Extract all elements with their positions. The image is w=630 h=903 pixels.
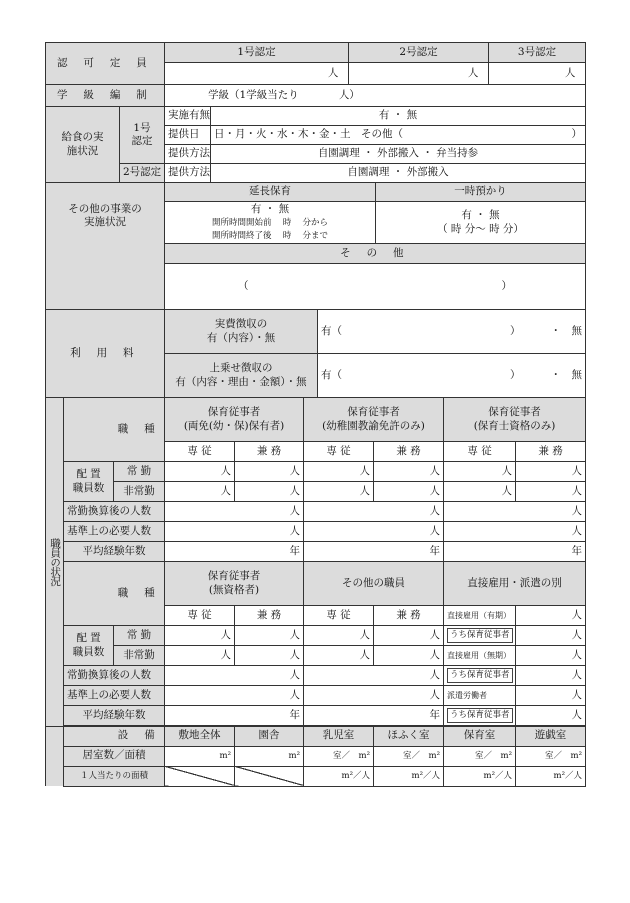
cell[interactable]: 人 (374, 482, 444, 502)
kenmu-b1: 兼 務 (235, 606, 304, 626)
kijun-b: 基準上の必要人数 (64, 686, 165, 706)
cell[interactable]: 人 (165, 626, 235, 646)
kansan-a: 常勤換算後の人数 (64, 502, 165, 522)
nintei3-value[interactable]: 人 (489, 63, 586, 85)
jisshi-value[interactable]: 有 ・ 無 (211, 107, 586, 126)
kenmu-a3: 兼 務 (516, 442, 586, 462)
senju-b1: 専 従 (165, 606, 235, 626)
hofuku-header: ほふく室 (374, 726, 444, 746)
cell[interactable]: 人 (516, 666, 586, 686)
cell[interactable]: m²／人 (374, 766, 444, 786)
ryomen-header: 保育従事者 (両免(幼・保)保有者) (165, 398, 304, 442)
jokin-b: 常 勤 (114, 626, 165, 646)
teiin-label: 認 可 定 員 (46, 43, 165, 85)
kenmu-b2: 兼 務 (374, 606, 444, 626)
cell[interactable]: 年 (304, 542, 444, 562)
cell[interactable]: 人 (444, 482, 516, 502)
staff-table (45, 397, 586, 727)
gakkyu-label: 学 級 編 制 (46, 85, 165, 107)
senju-a3: 専 従 (444, 442, 516, 462)
cell[interactable]: 人 (165, 522, 304, 542)
cell[interactable]: 人 (444, 462, 516, 482)
cell[interactable]: 人 (304, 626, 374, 646)
teikyoubi-label: 提供日 (165, 126, 211, 145)
setsubi-side (46, 726, 64, 786)
cell[interactable]: 人 (165, 462, 235, 482)
per-label: １人当たりの面積 (64, 766, 165, 786)
shokushu-b: 職 種 (64, 562, 165, 626)
shikichi-header: 敷地全体 (165, 726, 235, 746)
kansan-b: 常勤換算後の人数 (64, 666, 165, 686)
yugi-header: 遊戯室 (516, 726, 586, 746)
sonota-jigyo-table (45, 182, 586, 310)
ensha-header: 園舎 (235, 726, 304, 746)
form-frame (45, 42, 585, 787)
cell[interactable]: 人 (304, 502, 444, 522)
capacity-table (45, 42, 586, 183)
uwanose-value[interactable]: 有（ ） ・ 無 (318, 354, 586, 398)
staff-side-label: 職員の状況 (46, 398, 64, 727)
jippi-label: 実費徴収の 有（内容）・無 (165, 310, 318, 354)
sonota-header: そ の 他 (165, 244, 586, 264)
cell[interactable]: m² (165, 746, 235, 766)
hoikushi-header: 保育従事者 (保育士資格のみ) (444, 398, 586, 442)
cell[interactable]: 人 (165, 646, 235, 666)
cell[interactable]: m²／人 (304, 766, 374, 786)
cell[interactable]: m² (235, 746, 304, 766)
yochien-header: 保育従事者 (幼稚園教諭免許のみ) (304, 398, 444, 442)
cell[interactable]: 人 (165, 502, 304, 522)
cell[interactable]: m²／人 (444, 766, 516, 786)
cell[interactable]: 人 (516, 462, 586, 482)
nyujishitsu-header: 乳児室 (304, 726, 374, 746)
cell[interactable]: 人 (516, 686, 586, 706)
shokushu-a: 職 種 (64, 398, 165, 462)
diag-cell (235, 766, 304, 786)
kyoshitsu-label: 居室数／面積 (64, 746, 165, 766)
cell[interactable]: 人 (235, 646, 304, 666)
setsubi-label: 設 備 (64, 726, 165, 746)
encho-value[interactable]: 有 ・ 無 開所時間開始前 時 分から 開所時間終了後 時 分まで (165, 202, 376, 244)
cell[interactable]: 人 (304, 646, 374, 666)
mushikaku-header: 保育従事者 (無資格者) (165, 562, 304, 606)
jisshi-label: 実施有無 (165, 107, 211, 126)
cell[interactable]: 人 (235, 482, 304, 502)
houhou2-label: 提供方法 (165, 164, 211, 183)
senju-a1: 専 従 (165, 442, 235, 462)
haken-label: 派遣労働者 (444, 686, 516, 706)
cell[interactable]: 室／ m² (444, 746, 516, 766)
senju-a2: 専 従 (304, 442, 374, 462)
kijun-a: 基準上の必要人数 (64, 522, 165, 542)
diag-cell (165, 766, 235, 786)
cell[interactable]: 人 (444, 522, 586, 542)
cell[interactable]: 人 (516, 482, 586, 502)
cell[interactable]: 年 (304, 706, 444, 726)
nintei3-header: 3号認定 (489, 43, 586, 63)
kenmu-a1: 兼 務 (235, 442, 304, 462)
uchi-label: うち保育従事者 (444, 666, 516, 686)
nintei2-value[interactable]: 人 (349, 63, 489, 85)
cell[interactable]: 人 (304, 522, 444, 542)
cell[interactable]: 人 (304, 462, 374, 482)
cell[interactable]: 人 (516, 646, 586, 666)
cell[interactable]: 人 (374, 646, 444, 666)
houhou1-label: 提供方法 (165, 145, 211, 164)
keiken-a: 平均経験年数 (64, 542, 165, 562)
teikyoubi-value[interactable]: 日・月・火・水・木・金・土 その他（ ） (211, 126, 586, 145)
sonota-value[interactable]: （ ） (165, 264, 586, 310)
setsubi-table (45, 726, 586, 787)
nintei1-header: 1号認定 (165, 43, 349, 63)
sonota-shokuin-header: その他の職員 (304, 562, 444, 606)
encho-header: 延長保育 (165, 183, 376, 202)
kenmu-a2: 兼 務 (374, 442, 444, 462)
cell[interactable]: 人 (304, 666, 444, 686)
cell[interactable]: 人 (165, 666, 304, 686)
jippi-value[interactable]: 有（ ） ・ 無 (318, 310, 586, 354)
cell[interactable]: 人 (304, 686, 444, 706)
chokusetsu-header: 直接雇用・派遣の別 (444, 562, 586, 606)
riyoryo-table (45, 309, 586, 398)
uwanose-label: 上乗せ徴収の 有（内容・理由・金額）・無 (165, 354, 318, 398)
hijokin-b: 非常勤 (114, 646, 165, 666)
keiken-b: 平均経験年数 (64, 706, 165, 726)
cell[interactable]: 人 (516, 706, 586, 726)
koyo-yuki-label: 直接雇用（有期） (444, 606, 516, 626)
houhou2-value[interactable]: 自園調理 ・ 外部搬入 (211, 164, 586, 183)
hijokin-a: 非常勤 (114, 482, 165, 502)
cell[interactable]: 人 (235, 626, 304, 646)
riyoryo-label: 利 用 料 (46, 310, 165, 398)
cell[interactable]: 室／ m² (304, 746, 374, 766)
cell[interactable]: 人 (165, 482, 235, 502)
cell[interactable]: 年 (444, 542, 586, 562)
cell[interactable]: 人 (374, 462, 444, 482)
cell[interactable]: m²／人 (516, 766, 586, 786)
jokin-a: 常 勤 (114, 462, 165, 482)
haichi-b: 配 置 職員数 (64, 626, 114, 666)
kyushoku-go2: 2号認定 (120, 164, 165, 183)
sonota-jigyo-label: その他の事業の 実施状況 (46, 183, 165, 310)
houhou1-value[interactable]: 自園調理 ・ 外部搬入 ・ 弁当持参 (211, 145, 586, 164)
nintei1-value[interactable]: 人 (165, 63, 349, 85)
cell[interactable]: 人 (165, 686, 304, 706)
senju-b2: 専 従 (304, 606, 374, 626)
cell[interactable]: 室／ m² (374, 746, 444, 766)
cell[interactable]: 室／ m² (516, 746, 586, 766)
kyushoku-go1: 1号 認定 (120, 107, 165, 164)
cell[interactable]: 人 (235, 462, 304, 482)
cell[interactable]: 年 (165, 542, 304, 562)
gakkyu-value[interactable]: 学級（1学級当たり 人） (165, 85, 586, 107)
uchi-label: うち保育従事者 (444, 706, 516, 726)
cell[interactable]: 人 (374, 626, 444, 646)
cell[interactable]: 人 (304, 482, 374, 502)
kyushoku-label: 給食の実 施状況 (46, 107, 120, 183)
koyo-muki-label: 直接雇用（無期） (444, 646, 516, 666)
cell[interactable]: 人 (516, 606, 586, 626)
cell[interactable]: 年 (165, 706, 304, 726)
nintei2-header: 2号認定 (349, 43, 489, 63)
hoikushitsu-header: 保育室 (444, 726, 516, 746)
ichiji-value[interactable]: 有 ・ 無 （ 時 分～ 時 分） (376, 202, 586, 244)
cell[interactable]: 人 (516, 626, 586, 646)
cell[interactable]: 人 (444, 502, 586, 522)
uchi-label: うち保育従事者 (444, 626, 516, 646)
ichiji-header: 一時預かり (376, 183, 586, 202)
haichi-a: 配 置 職員数 (64, 462, 114, 502)
